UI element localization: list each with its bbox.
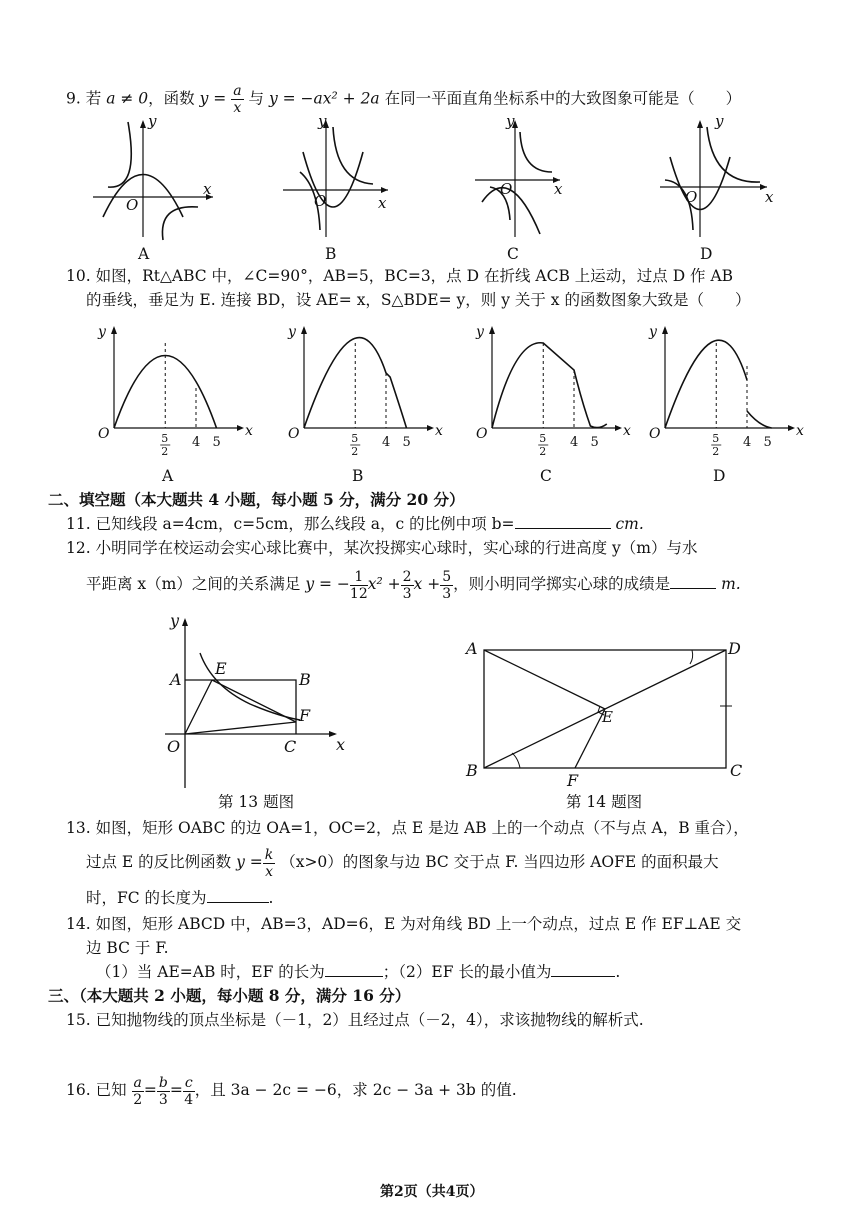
q10-graph-a	[92, 318, 257, 458]
q10-line2: 的垂线，垂足为 E. 连接 BD，设 AE= x，S△BDE= y，则 y 关于 x 的函数图象大致是（ ）	[86, 291, 751, 309]
q9-option-d: D	[700, 245, 713, 263]
q9a-origin: O	[126, 196, 139, 214]
axis-label-x: x	[623, 423, 631, 439]
q12-line1: 12. 小明同学在校运动会实心球比赛中，某次投掷实心球时，实心球的行进高度 y（m）与水	[66, 539, 698, 557]
fig13-label-y: y	[170, 611, 180, 630]
q9c-origin: O	[500, 180, 513, 198]
q9-graph-c	[470, 112, 610, 242]
q9-option-c: C	[507, 245, 519, 263]
q12-frac-5-3: $\frac{5}{3}$	[442, 568, 452, 602]
tick-label-half-num: 5	[712, 432, 720, 445]
axis-label-x: x	[245, 423, 253, 439]
q10-graph-c	[470, 318, 635, 458]
fig14-diagram	[462, 636, 762, 796]
q14-line3: （1）当 AE=AB 时，EF 的长为 ；（2）EF 长的最小值为 .	[96, 963, 621, 981]
section2-title: 二、填空题（本大题共 4 小题，每小题 5 分，满分 20 分）	[48, 490, 465, 509]
origin-label: O	[476, 426, 488, 442]
fig14-label-b: B	[466, 761, 478, 780]
q16-frac-c-4: $\frac{c}{4}$	[184, 1074, 194, 1108]
q16-frac-a-2: $\frac{a}{2}$	[133, 1074, 143, 1108]
q10-option-c: C	[540, 467, 552, 485]
fig14-label-d: D	[728, 639, 741, 658]
page-footer: 第2页（共4页）	[380, 1184, 484, 1200]
q10-graph-d	[643, 318, 808, 458]
tick-label-5: 5	[212, 435, 221, 450]
q9-option-b: B	[325, 245, 337, 263]
q11-stem: 11. 已知线段 a=4cm，c=5cm，那么线段 a，c 的比例中项 b= cm.	[66, 515, 644, 533]
q9-fraction-a-over-x: $\frac{a}{x}$	[233, 83, 242, 116]
q9-number: 9.	[66, 89, 81, 108]
q15-stem: 15. 已知抛物线的顶点坐标是（－1，2）且经过点（－2，4），求该抛物线的解析式.	[66, 1011, 644, 1029]
q10-option-a: A	[162, 467, 174, 485]
tick-label-4: 4	[382, 435, 391, 450]
origin-label: O	[98, 426, 110, 442]
q13-answer-blank[interactable]	[207, 888, 269, 903]
tick-label-5: 5	[763, 435, 772, 450]
tick-label-half-num: 5	[351, 432, 359, 445]
fig13-label-x: x	[336, 735, 346, 754]
axis-label-x: x	[796, 423, 804, 439]
q14-line2: 边 BC 于 F.	[86, 939, 169, 957]
tick-label-half-den: 2	[351, 445, 359, 458]
q13-line3: 时，FC 的长度为 .	[86, 889, 274, 907]
q9c-axis-y: y	[506, 112, 515, 130]
axis-label-y: y	[476, 324, 484, 340]
fig14-caption: 第 14 题图	[566, 793, 643, 811]
q9-stem: 9. 若 a ≠ 0，函数 y = $\frac{a}{x}$ 与 y = −ax² + 2a 在同一平面直角坐标系中的大致图象可能是（ ）	[66, 83, 742, 116]
tick-label-5: 5	[402, 435, 411, 450]
q9b-axis-x: x	[378, 194, 387, 212]
tick-label-5: 5	[590, 435, 599, 450]
function-curve	[492, 343, 607, 428]
tick-label-half-den: 2	[712, 445, 720, 458]
q9-option-a: A	[138, 245, 150, 263]
q13-line1: 13. 如图，矩形 OABC 的边 OA=1，OC=2，点 E 是边 AB 上的一个动点（不与点 A，B 重合），	[66, 819, 749, 837]
fig14-label-c: C	[730, 761, 743, 780]
q10-graph-b	[282, 318, 447, 458]
fig14-label-a: A	[466, 639, 478, 658]
q10-line1: 10. 如图，Rt△ABC 中，∠C=90°，AB=5，BC=3，点 D 在折线 ACB 上运动，过点 D 作 AB	[66, 267, 734, 285]
fig13-caption: 第 13 题图	[218, 793, 295, 811]
q9-graph-a	[88, 112, 228, 242]
fig14-label-f: F	[567, 771, 579, 790]
q12-frac-1-12: $\frac{1}{12}$	[349, 568, 368, 602]
q9c-axis-x: x	[554, 180, 563, 198]
fig14-label-e: E	[602, 708, 613, 726]
tick-label-4: 4	[743, 435, 752, 450]
fig13-label-a: A	[170, 670, 182, 689]
q12-answer-blank[interactable]	[670, 574, 716, 589]
tick-label-half-num: 5	[161, 432, 169, 445]
tick-label-4: 4	[570, 435, 579, 450]
q14-answer-blank-2[interactable]	[551, 962, 615, 977]
fig13-label-b: B	[299, 670, 311, 689]
q9b-axis-y: y	[318, 112, 327, 130]
tick-label-half-den: 2	[539, 445, 547, 458]
fig13-diagram	[160, 608, 360, 798]
q9d-axis-y: y	[715, 112, 724, 130]
fig13-label-f: F	[299, 706, 311, 725]
fig13-label-c: C	[284, 737, 297, 756]
q16-stem: 16. 已知 $\frac{a}{2}$ = $\frac{b}{3}$ = $\frac{c}{4}$ ，且 3a − 2c = −6，求 2c − 3a + 3b 的值.	[66, 1074, 517, 1108]
q9a-axis-y: y	[148, 112, 157, 130]
fig13-label-o: O	[167, 737, 181, 756]
tick-label-half-num: 5	[539, 432, 547, 445]
q10-option-d: D	[713, 467, 726, 485]
q10-option-b: B	[352, 467, 364, 485]
axis-label-x: x	[435, 423, 443, 439]
q9b-origin: O	[314, 192, 327, 210]
origin-label: O	[288, 426, 300, 442]
q9a-axis-x: x	[203, 180, 212, 198]
q16-frac-b-3: $\frac{b}{3}$	[158, 1074, 168, 1108]
q9d-origin: O	[685, 188, 698, 206]
q14-line1: 14. 如图，矩形 ABCD 中，AB=3，AD=6，E 为对角线 BD 上一个动点，过点 E 作 EF⊥AE 交	[66, 915, 742, 933]
tick-label-half-den: 2	[161, 445, 169, 458]
axis-label-y: y	[649, 324, 657, 340]
q14-answer-blank-1[interactable]	[325, 962, 383, 977]
q12-line2: 平距离 x（m）之间的关系满足 y = − $\frac{1}{12}$ x² + $\frac{2}{3}$ x + $\frac{5}{3}$ ，则小明同学掷实心球的成绩是 m.	[86, 568, 741, 602]
axis-label-y: y	[98, 324, 106, 340]
axis-label-y: y	[288, 324, 296, 340]
q9d-axis-x: x	[765, 188, 774, 206]
q12-frac-2-3: $\frac{2}{3}$	[402, 568, 412, 602]
q9-graph-b	[278, 112, 418, 242]
q13-frac-k-over-x: $\frac{k}{x}$	[264, 846, 274, 880]
tick-label-4: 4	[192, 435, 201, 450]
fig13-label-e: E	[215, 659, 227, 678]
section3-title: 三、（本大题共 2 小题，每小题 8 分，满分 16 分）	[48, 986, 411, 1005]
q13-line2: 过点 E 的反比例函数 y = $\frac{k}{x}$ （x>0）的图象与边 BC 交于点 F. 当四边形 AOFE 的面积最大	[86, 846, 719, 880]
q9-graph-d	[655, 112, 795, 242]
q11-answer-blank[interactable]	[515, 514, 611, 529]
origin-label: O	[649, 426, 661, 442]
function-curve	[665, 340, 772, 428]
